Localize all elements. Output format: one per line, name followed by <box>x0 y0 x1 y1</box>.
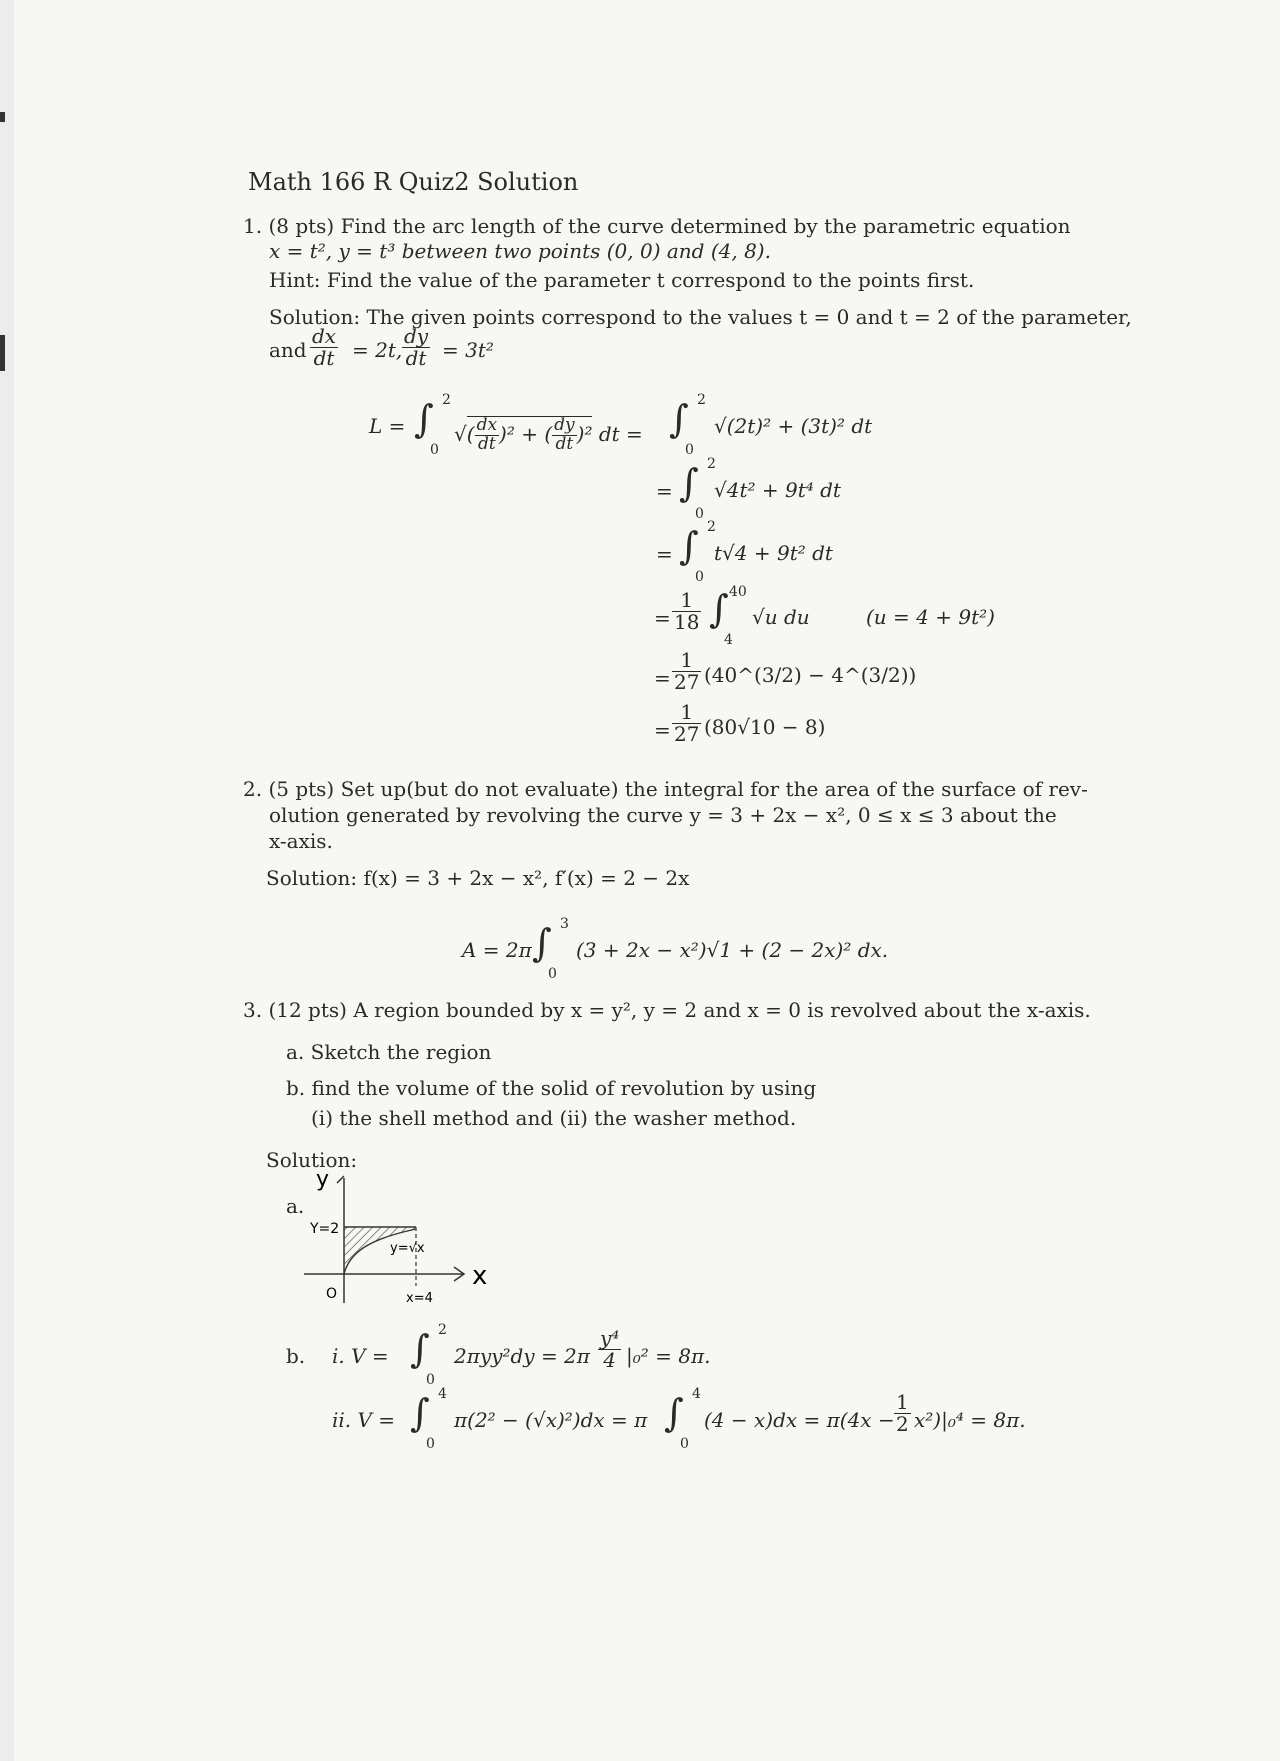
washer-lhs: ii. V = <box>332 1408 396 1432</box>
integral-sign: ∫ <box>532 921 552 965</box>
washer-result: x²)|₀⁴ = 8π. <box>914 1408 1026 1432</box>
q1-and: and <box>269 338 307 362</box>
lower-limit: 0 <box>548 966 557 982</box>
integral-sign: ∫ <box>709 587 729 631</box>
lower-limit: 0 <box>426 1436 435 1452</box>
q1-hint: Hint: Find the value of the parameter t correspond to the points first. <box>269 268 975 292</box>
q3-part-b2: (i) the shell method and (ii) the washer method. <box>311 1106 797 1130</box>
lower-limit: 0 <box>680 1436 689 1452</box>
area-lhs: A = 2π <box>462 938 532 962</box>
origin-label: O <box>326 1286 338 1302</box>
step5-expression: (40^(3/2) − 4^(3/2)) <box>704 663 917 687</box>
upper-limit: 4 <box>438 1386 447 1402</box>
integral-sign: ∫ <box>410 1327 430 1371</box>
upper-limit: 4 <box>692 1386 701 1402</box>
upper-limit: 40 <box>729 584 747 600</box>
integral-sign: ∫ <box>679 461 699 505</box>
y4-over-4: $\frac{\text{y⁴}}{4}$ <box>600 1326 620 1372</box>
q2-line2: olution generated by revolving the curve y = 3 + 2x − x², 0 ≤ x ≤ 3 about the <box>269 803 1057 827</box>
scan-mark <box>0 335 5 371</box>
integral-sign: ∫ <box>664 1391 684 1435</box>
upper-limit: 3 <box>560 916 569 932</box>
page-title: Math 166 R Quiz2 Solution <box>248 168 579 196</box>
one-twentyseventh: $\frac{1}{27}$ <box>674 700 700 746</box>
lower-limit: 0 <box>685 442 694 458</box>
integral-sign: ∫ <box>679 524 699 568</box>
washer-simplified: (4 − x)dx = π(4x − <box>704 1408 895 1432</box>
q1-line1: 1. (8 pts) Find the arc length of the curve determined by the parametric equation <box>243 214 1071 238</box>
upper-limit: 2 <box>697 392 706 408</box>
integral-sign: ∫ <box>669 397 689 441</box>
q3-line1: 3. (12 pts) A region bounded by x = y², y = 2 and x = 0 is revolved about the x-axis. <box>243 998 1091 1022</box>
upper-limit: 2 <box>707 519 716 535</box>
shell-integrand: 2πyy²dy = 2π <box>454 1344 590 1368</box>
arc-length-integrand: √( $\frac{dx}{dt}$ )² + ( $\frac{dy}{dt}$ )² dt = <box>454 415 643 454</box>
x-axis-label: x <box>472 1261 488 1291</box>
dx-dt-fraction: $\frac{dx}{dt}$ <box>312 324 337 370</box>
dy-dt-fraction: $\frac{dy}{dt}$ <box>404 324 429 370</box>
y-eq-label: Y=2 <box>310 1221 340 1237</box>
lower-limit: 0 <box>695 569 704 585</box>
step4-integrand: √u du <box>752 605 810 629</box>
area-integrand: (3 + 2x − x²)√1 + (2 − 2x)² dx. <box>576 938 889 962</box>
dydt-value: = 3t² <box>442 338 494 362</box>
one-eighteenth: $\frac{1}{18}$ <box>674 588 700 634</box>
y-axis-label: y <box>316 1168 330 1192</box>
L-label: L = <box>369 414 406 438</box>
scan-mark <box>0 112 5 122</box>
shell-result: |₀² = 8π. <box>626 1344 711 1368</box>
one-twentyseventh: $\frac{1}{27}$ <box>674 648 700 694</box>
one-half: $\frac{1}{2}$ <box>896 1390 909 1436</box>
washer-integrand: π(2² − (√x)²)dx = π <box>454 1408 648 1432</box>
q2-solution: Solution: f(x) = 3 + 2x − x², f′(x) = 2 − 2x <box>266 866 690 890</box>
x-eq-label: x=4 <box>406 1291 433 1306</box>
q1-solution-line: Solution: The given points correspond to the values t = 0 and t = 2 of the parameter, <box>269 305 1132 329</box>
document-page: Math 166 R Quiz2 Solution 1. (8 pts) Find the arc length of the curve determined by the parametric equation x = t², y = t³ between two points (0, 0) and (4, 8). Hint: Find the value of the parameter t correspond to the points first. Solution: The given points correspond to the values t = 0 and t = 2 of the parameter, and $\frac{dx}{dt}$ = 2t, $\frac{dy}{dt}$ = 3t² L = ∫ 2 0 √( $\frac{dx}{dt}$ )² + ( $\frac{dy}{dt}$ )² dt = ∫ 2 0 √(2t)² + (3t)² dt = ∫ 2 0 √4t² + 9t⁴ dt = ∫ 2 0 t√4 + 9t² dt = $\frac{1}{18}$ ∫ 40 4 √u du (u = 4 + 9t²) = $\frac{1}{27}$ (40^(3/2) − 4^(3/2)) = $\frac{1}{27}$ (80√10 − 8) 2. (5 pts) Set up(but do not evaluate) the integral for the area of the surface of rev- olution generated by revolving the curve y = 3 + 2x − x², 0 ≤ x ≤ 3 about the x-axis. Solution: f(x) = 3 + 2x − x², f′(x) = 2 − 2x A = 2π ∫ 3 0 (3 + 2x − x²)√1 + (2 − 2x)² dx. 3. (12 pts) A region bounded by x = y², y = 2 and x = 0 is revolved about the x-axis. a. Sketch the region b. find the volume of the solid of revolution by using (i) the shell method and (ii) the washer method. Solution: a. y x O Y=2 y=√x x=4 b. i. V = ∫ 2 0 2πyy²dy = 2π $\frac{\text{y⁴}}{4}$ |₀² = 8π. ii. V = ∫ 4 0 π(2² − (√x)²)dx = π ∫ 4 0 (4 − x)dx = π(4x − $\frac{1}{2}$ x²)|₀⁴ = 8π. <box>14 0 1280 1761</box>
integral-sign: ∫ <box>410 1391 430 1435</box>
shell-lhs: i. V = <box>332 1344 389 1368</box>
q3-a-label: a. <box>286 1194 305 1218</box>
q2-line3: x-axis. <box>269 829 333 853</box>
lower-limit: 0 <box>695 506 704 522</box>
curve-label: y=√x <box>390 1241 425 1256</box>
q3-part-a: a. Sketch the region <box>286 1040 492 1064</box>
scan-edge <box>0 0 14 1761</box>
y-axis-arrow <box>337 1176 344 1183</box>
upper-limit: 2 <box>438 1322 447 1338</box>
step2-integrand: √4t² + 9t⁴ dt <box>714 478 841 502</box>
step1-integrand: √(2t)² + (3t)² dt <box>714 414 873 438</box>
dxdt-value: = 2t, <box>352 338 403 362</box>
lower-limit: 4 <box>724 632 733 648</box>
upper-limit: 2 <box>442 392 451 408</box>
upper-limit: 2 <box>707 456 716 472</box>
q3-b-label: b. <box>286 1344 306 1368</box>
region-sketch <box>304 1168 534 1308</box>
step3-integrand: t√4 + 9t² dt <box>714 541 833 565</box>
q3-part-b: b. find the volume of the solid of revolution by using <box>286 1076 817 1100</box>
substitution-note: (u = 4 + 9t²) <box>866 605 995 629</box>
q3-solution: Solution: <box>266 1148 358 1172</box>
integral-sign: ∫ <box>414 397 434 441</box>
q2-line1: 2. (5 pts) Set up(but do not evaluate) the integral for the area of the surface of rev- <box>243 777 1088 801</box>
lower-limit: 0 <box>426 1372 435 1388</box>
step6-expression: (80√10 − 8) <box>704 715 826 739</box>
lower-limit: 0 <box>430 442 439 458</box>
q1-line2: x = t², y = t³ between two points (0, 0) and (4, 8). <box>269 239 771 263</box>
